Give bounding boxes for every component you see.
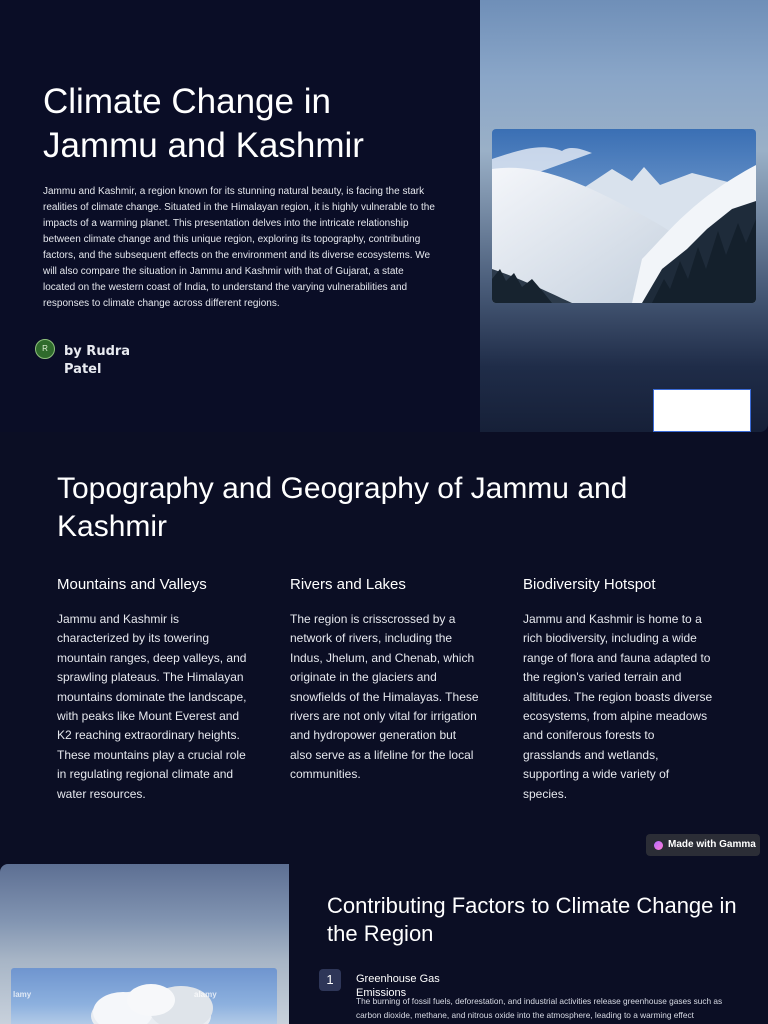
slide-title: Topography and Geography of Jammu and Kashmir (57, 472, 628, 543)
column-heading: Biodiversity Hotspot (523, 576, 656, 593)
author-name: by Rudra Patel (64, 344, 131, 377)
item-number-badge: 1 (319, 969, 341, 991)
badge-label: Made with Gamma (668, 839, 756, 850)
title-slide (0, 0, 768, 432)
watermark-text: alamy (194, 990, 217, 999)
smoke-cloud-image (11, 968, 277, 1024)
white-placeholder-box (653, 389, 751, 432)
intro-paragraph: Jammu and Kashmir, a region known for its stunning natural beauty, is facing the stark realities of climate change. Situated in the Himalayan region, it is highly vulnerable to the impacts of a warming planet. This presentation delves into the intricate relationship between climate change and this unique region, exploring its topography, contributing factors, and the subsequent effects on the environment and its diverse ecosystems. We will also compare the situation in Jammu and Kashmir with that of Gujarat, a state located on the western coast of India, to understand the varying vulnerabilities and responses to climate change across different regions. (43, 186, 435, 309)
slide-title: Climate Change in Jammu and Kashmir (43, 82, 364, 165)
made-with-gamma-badge[interactable] (646, 834, 760, 856)
author-avatar: R (35, 339, 55, 359)
topography-slide (0, 432, 768, 864)
column-rivers (290, 576, 480, 785)
watermark-text: lamy (13, 990, 32, 999)
slide-title: Contributing Factors to Climate Change in the Region (327, 893, 737, 946)
snowy-mountain-image (492, 129, 756, 303)
column-text: Jammu and Kashmir is home to a rich biodiversity, including a wide range of flora and fauna adapted to the region's varied terrain and altitudes. The region boasts diverse ecosystems, from alpine meadows and coniferous forests to grasslands and wetlands, supporting a wide variety of species. (523, 612, 713, 801)
contributing-factors-slide (0, 864, 768, 1024)
column-heading: Rivers and Lakes (290, 576, 406, 593)
gamma-logo-icon (654, 841, 663, 850)
column-text: Jammu and Kashmir is characterized by its towering mountain ranges, deep valleys, and sprawling plateaus. The Himalayan mountains dominate the landscape, with peaks like Mount Everest and K2 reaching extraordinary heights. These mountains play a crucial role in regulating regional climate and water resources. (57, 612, 247, 801)
hero-image-panel (480, 0, 768, 432)
column-heading: Mountains and Valleys (57, 576, 207, 593)
item-title: Greenhouse Gas Emissions (356, 973, 440, 999)
column-mountains (57, 576, 247, 804)
column-text: The region is crisscrossed by a network of rivers, including the Indus, Jhelum, and Chenab, which originate in the glaciers and snowfields of the Himalayas. These rivers are not only vital for irrigation and hydropower generation but also serve as a lifeline for the local communities. (290, 612, 479, 782)
column-biodiversity (523, 576, 713, 804)
side-image-panel (0, 864, 289, 1024)
item-text: The burning of fossil fuels, deforestation, and industrial activities release greenhouse gases such as carbon dioxide, methane, and nitrous oxide into the atmosphere, leading to a warming effect (356, 996, 723, 1020)
